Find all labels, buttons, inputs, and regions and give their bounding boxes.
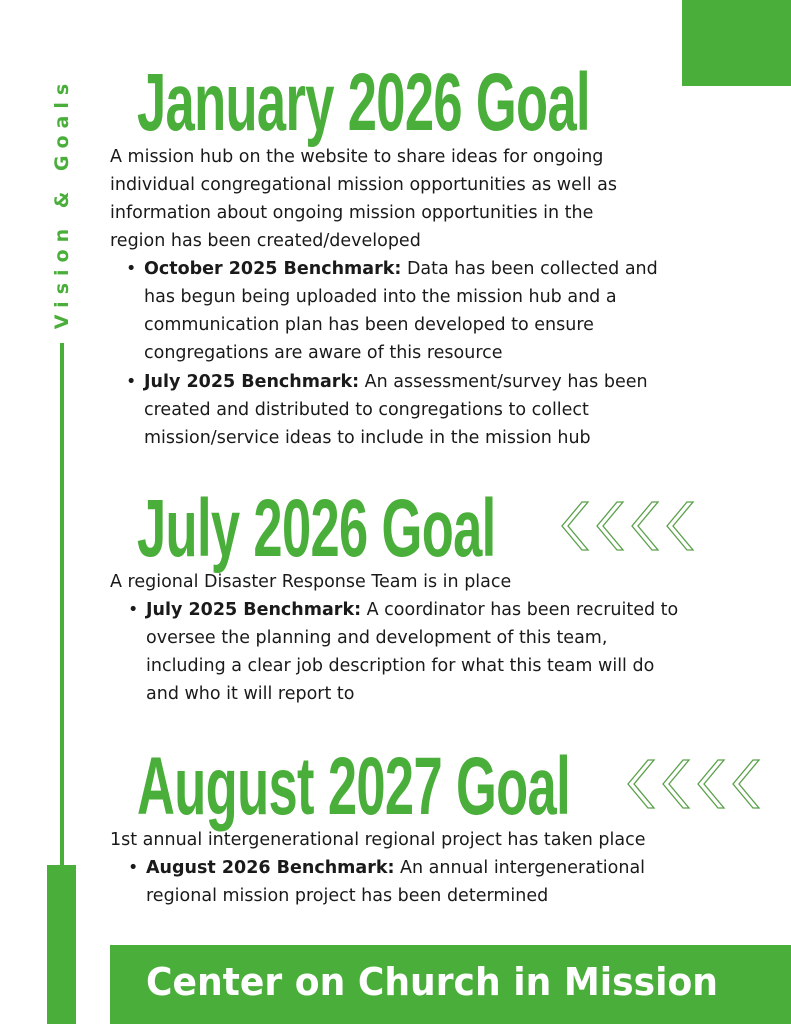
corner-accent-block [682, 0, 791, 86]
chevrons-left-icon [624, 758, 764, 810]
footer-title: Center on Church in Mission [146, 960, 719, 1004]
goal-description [110, 826, 646, 854]
benchmark-label: October 2025 Benchmark: [144, 259, 402, 279]
text-line: A regional Disaster Response Team is in place [110, 572, 512, 592]
text-line: and who it will report to [146, 684, 355, 704]
bullet-icon: • [128, 600, 139, 620]
text-line: A coordinator has been recruited to [361, 600, 679, 620]
benchmark-label: August 2026 Benchmark: [146, 858, 395, 878]
text-line: created and distributed to congregations to collect [144, 400, 589, 420]
benchmark-label: July 2025 Benchmark: [146, 600, 362, 620]
text-line: individual congregational mission opportunities as well as [110, 175, 617, 195]
bullet-icon: • [126, 259, 137, 279]
text-line: An annual intergenerational [394, 858, 646, 878]
text-line: information about ongoing mission opportunities in the [110, 203, 594, 223]
benchmark-item [126, 255, 658, 367]
goal-title: July 2026 Goal [137, 483, 496, 574]
benchmark-item [126, 368, 648, 452]
footer-banner [110, 945, 791, 1024]
text-line: 1st annual intergenerational regional project has taken place [110, 830, 646, 850]
text-line: Data has been collected and [401, 259, 658, 279]
goal-description [110, 143, 617, 255]
bullet-icon: • [126, 372, 137, 392]
text-line: regional mission project has been determined [146, 886, 549, 906]
text-line: region has been created/developed [110, 231, 421, 251]
benchmark-item [128, 596, 679, 708]
bullet-icon: • [128, 858, 139, 878]
sidebar-label: Vision & Goals [51, 76, 73, 330]
goal-title: January 2026 Goal [137, 57, 590, 148]
benchmark-item [128, 854, 646, 910]
goal-title: August 2027 Goal [137, 741, 571, 832]
chevrons-left-icon [558, 500, 698, 552]
text-line: has begun being uploaded into the mission hub and a [144, 287, 617, 307]
text-line: mission/service ideas to include in the mission hub [144, 428, 591, 448]
text-line: oversee the planning and development of this team, [146, 628, 608, 648]
goal-description [110, 568, 511, 596]
sidebar-line [60, 343, 64, 865]
text-line: communication plan has been developed to ensure [144, 315, 594, 335]
text-line: congregations are aware of this resource [144, 343, 503, 363]
sidebar-block [47, 865, 76, 1024]
text-line: including a clear job description for what this team will do [146, 656, 655, 676]
text-line: An assessment/survey has been [359, 372, 648, 392]
benchmark-label: July 2025 Benchmark: [144, 372, 360, 392]
text-line: A mission hub on the website to share ideas for ongoing [110, 147, 604, 167]
